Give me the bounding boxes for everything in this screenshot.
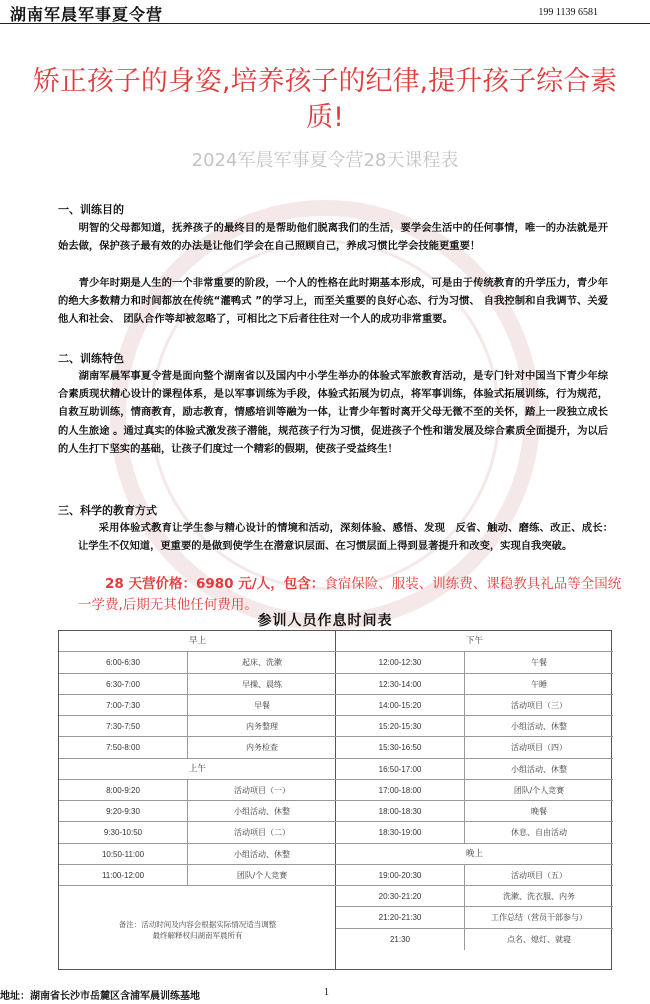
activity-cell: 早操、晨练 [242,679,282,689]
time-cell: 18:30-19:00 [336,822,465,843]
activity-cell: 活动项目（四） [511,743,567,753]
activity-cell: 活动项目（三） [511,700,567,710]
table-row [59,737,336,758]
table-row [336,652,613,673]
section-1-paragraph-2: 青少年时期是人生的一个非常重要的阶段，一个人的性格在此时期基本形成，可是由于传统教育的升学压力，青少年的绝大多数精力和时间都放在传统“灌鸭式 ”的学习上，而至关重要的良好心态、行为习惯、 自我控制和自我调节、关爱他人和社会、 团队合作等却被忽略了，可相比之下后者往往对一个人的成功非常重要。 [58,277,608,326]
price-includes: 食宿保险、服装、训练费、课稳教具礼品等全国统一学费,后期无其他任何费用。 [78,576,622,613]
table-row [59,652,336,673]
time-cell: 20:30-21:20 [336,886,465,907]
time-cell: 15:30-16:50 [336,737,465,758]
activity-cell: 午餐 [531,658,547,668]
schedule-table [58,630,612,970]
table-row [336,674,613,695]
time-cell: 18:00-18:30 [336,801,465,822]
time-cell: 7:00-7:30 [59,695,188,716]
activity-cell: 午睡 [531,679,547,689]
activity-cell: 晚餐 [531,807,547,816]
table-row [59,716,336,737]
activity-cell: 团队/个人竞赛 [236,870,288,880]
phase-evening: 晚上 [336,844,613,865]
time-cell: 15:20-15:30 [336,716,465,737]
time-cell: 7:30-7:50 [59,716,188,737]
table-row [336,716,613,737]
schedule-note-line-2: 最终解释权归湖南军晨所有 [152,931,243,940]
time-cell: 16:50-17:00 [336,759,465,780]
time-cell: 8:00-9:20 [59,780,188,801]
table-row [59,822,336,843]
table-row [336,801,613,822]
footer-address: 地址：湖南省长沙市岳麓区含浦军晨训练基地 [0,991,200,1002]
activity-cell: 起床、洗漱 [242,658,282,668]
section-1-paragraph-1: 明智的父母都知道，抚养孩子的最终目的是帮助他们脱离我们的生活，要学会生活中的任何事情，唯一的办法就是开始去做，保护孩子最有效的办法是让他们学会在自己照顾自己，养成习惯比学会技能更重要！ [58,222,608,253]
time-cell: 19:00-20:30 [336,865,465,886]
activity-cell: 点名、熄灯、就寝 [507,934,571,944]
activity-cell: 小组活动、休整 [511,722,567,731]
activity-cell: 小组活动、休整 [234,849,290,859]
section-1-heading: 一、训练目的 [58,203,124,216]
price-label: 28 天营价格： [105,576,196,592]
table-row [336,759,613,780]
time-cell: 9:20-9:30 [59,801,188,822]
price-unit: 元/人， [233,576,284,592]
activity-cell: 洗漱、洗衣服、内务 [503,892,575,901]
activity-cell: 内务整理 [246,722,278,731]
price-includes-label: 包含： [283,576,325,592]
table-row [59,865,336,886]
section-2-heading: 二、训练特色 [58,352,124,365]
header-org-name: 湖南军晨军事夏令营 [10,5,164,24]
table-row [336,929,613,950]
section-3-paragraph-1: 采用体验式教育让学生参与精心设计的情境和活动，深刻体验、感悟、发现 反省、触动、磨练、改正、成长：让学生不仅知道，更重要的是做到使学生在潜意识层面、在习惯层面上得到显著提升和改变，实现自我突破。 [78,522,613,553]
activity-cell: 小组活动、休整 [234,807,290,816]
table-row [336,780,613,801]
time-cell: 7:50-8:00 [59,737,188,758]
table-row [59,844,336,865]
table-row [336,865,613,886]
header-phone: 199 1139 6581 [538,7,598,18]
schedule-note-line-1: 备注：活动时间及内容会根据实际情况适当调整 [118,920,277,929]
table-row [336,695,613,716]
page-number: 1 [324,987,329,998]
main-title: 矫正孩子的身姿,培养孩子的纪律,提升孩子综合素质! [32,66,618,133]
activity-cell: 休息、自由活动 [511,828,567,838]
table-row [59,674,336,695]
section-3-heading: 三、科学的教育方式 [58,504,157,517]
table-row [336,737,613,758]
schedule-title: 参训人员作息时间表 [257,613,393,629]
time-cell: 17:00-18:00 [336,780,465,801]
time-cell: 21:20-21:30 [336,907,465,928]
schedule-right-column [336,631,613,969]
activity-cell: 活动项目（二） [234,828,290,838]
subtitle: 2024军晨军事夏令营28天课程表 [191,150,459,171]
table-row [59,801,336,822]
time-cell: 11:00-12:00 [59,865,188,886]
activity-cell: 内务检查 [246,743,278,753]
time-cell: 6:30-7:00 [59,674,188,695]
table-row [59,695,336,716]
schedule-left-column [59,631,336,969]
activity-cell: 早餐 [254,700,270,710]
time-cell: 21:30 [336,929,465,950]
time-cell: 12:00-12:30 [336,652,465,673]
time-cell: 10:50-11:00 [59,844,188,865]
activity-cell: 活动项目（一） [234,785,290,795]
activity-cell: 活动项目（五） [511,870,567,880]
activity-cell: 团队/个人竞赛 [513,785,565,795]
time-cell: 6:00-6:30 [59,652,188,673]
table-row [59,780,336,801]
time-cell: 12:30-14:00 [336,674,465,695]
schedule-note [59,907,336,971]
phase-afternoon: 下午 [336,631,613,652]
time-cell: 14:00-15:20 [336,695,465,716]
section-2-paragraph-1: 湖南军晨军事夏令营是面向整个湖南省以及国内中小学生举办的体验式军旅教育活动，是专门针对中国当下青少年综合素质现状精心设计的课程体系，是以军事训练为手段，体验式拓展为切点，将军事训练，体验式拓展训练，行为规范，自救互助训练，情商教育，励志教育，情感培训等融为一体，让青少年暂时离开父母无微不至的关怀，踏上一段独立成长的人生旅途 。通过真实的体验式激发孩子潜能，规范孩子行为习惯，促进孩子个性和谐发展及综合素质全面提升，为以后的人生打下坚实的基础，让孩子们度过一个精彩的假期，使孩子受益终生！ [58,370,608,455]
activity-cell: 小组活动、休整 [511,764,567,774]
table-row [336,886,613,907]
phase-morning: 早上 [59,631,336,652]
phase-forenoon: 上午 [59,759,336,780]
page-header [0,0,650,24]
activity-cell: 工作总结（营员干部参与） [491,913,587,923]
time-cell: 9:30-10:50 [59,822,188,843]
table-row [336,822,613,843]
price-amount: 6980 [196,576,234,592]
table-row [336,907,613,928]
